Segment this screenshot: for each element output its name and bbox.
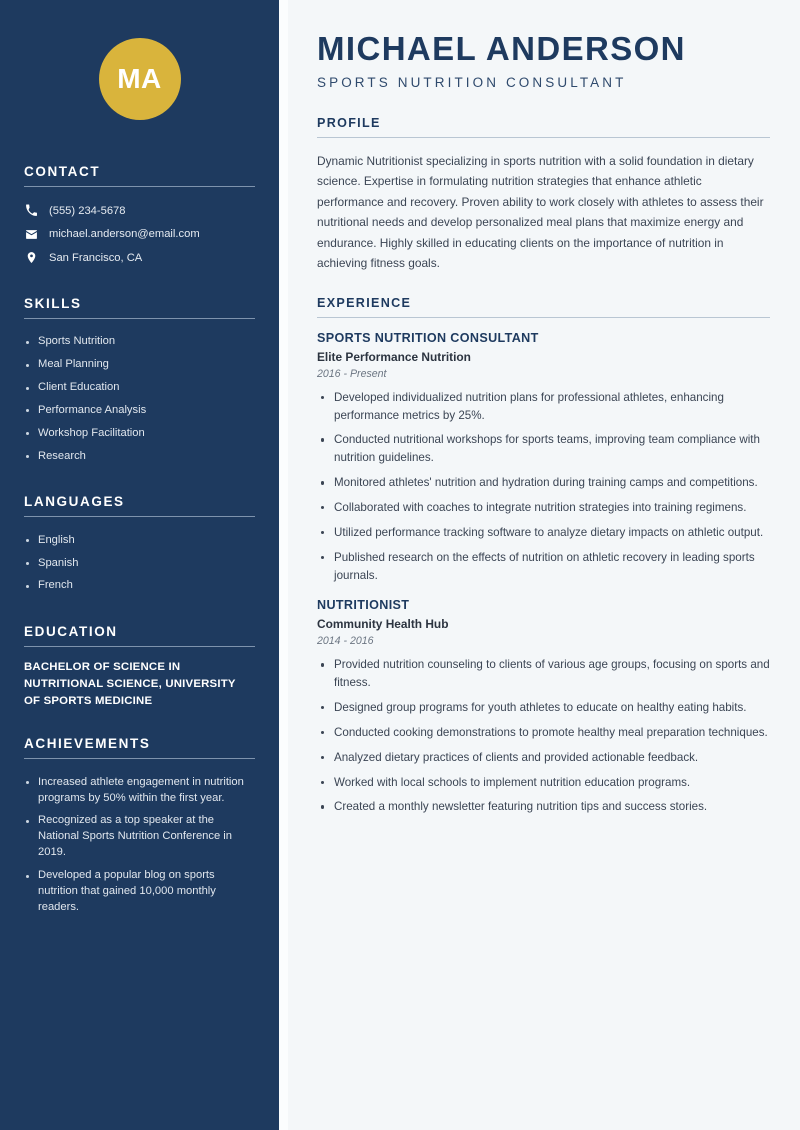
list-item: French xyxy=(24,575,255,598)
list-item: Client Education xyxy=(24,377,255,400)
contact-section xyxy=(24,164,255,270)
profile-divider xyxy=(317,137,770,138)
achievements-heading: ACHIEVEMENTS xyxy=(24,736,151,752)
experience-divider xyxy=(317,317,770,318)
avatar-initials: MA xyxy=(99,38,181,120)
avatar-container xyxy=(24,0,255,164)
experience-heading: EXPERIENCE xyxy=(317,295,412,310)
skills-divider xyxy=(24,318,255,319)
experience-section xyxy=(317,296,770,817)
list-item: English xyxy=(24,529,255,552)
profile-section xyxy=(317,116,770,274)
languages-list xyxy=(24,529,255,598)
achievements-section xyxy=(24,736,255,919)
contact-email[interactable] xyxy=(24,223,255,247)
sidebar-content-gap xyxy=(279,0,288,1130)
contact-divider xyxy=(24,186,255,187)
achievements-divider xyxy=(24,758,255,759)
list-item: Utilized performance tracking software to analyze dietary impacts on athletic output. xyxy=(317,524,770,542)
profile-text: Dynamic Nutritionist specializing in sports nutrition with a solid foundation in dietary science. Expertise in formulating nutrition strategies that enhance athletic performance and recovery. Proven ability to work closely with athletes to assess their nutritional needs and develop personalized meal plans that maximize energy and endurance. Highly skilled in educating clients on the importance of nutrition in achieving fitness goals. xyxy=(317,153,764,271)
list-item: Worked with local schools to implement nutrition education programs. xyxy=(317,774,770,792)
job-company: Community Health Hub xyxy=(317,617,449,632)
location-pin-icon xyxy=(24,251,38,265)
list-item: Sports Nutrition xyxy=(24,331,255,354)
contact-phone[interactable] xyxy=(24,199,255,223)
education-heading: EDUCATION xyxy=(24,623,118,639)
education-section xyxy=(24,624,255,710)
list-item: Designed group programs for youth athletes to educate on healthy eating habits. xyxy=(317,699,770,717)
contact-heading: CONTACT xyxy=(24,164,101,179)
job-dates: 2016 - Present xyxy=(317,367,387,380)
list-item: Spanish xyxy=(24,552,255,575)
main-content xyxy=(288,0,800,1130)
page-title: MICHAEL ANDERSON xyxy=(317,30,686,67)
list-item: Monitored athletes' nutrition and hydration during training camps and competitions. xyxy=(317,474,770,492)
list-item: Increased athlete engagement in nutrition programs by 50% within the first year. xyxy=(24,771,255,810)
contact-email-text: michael.anderson@email.com xyxy=(49,228,200,241)
job-role-subtitle: SPORTS NUTRITION CONSULTANT xyxy=(317,74,627,90)
list-item: Developed a popular blog on sports nutrition that gained 10,000 monthly readers. xyxy=(24,865,255,920)
skills-heading: SKILLS xyxy=(24,295,82,311)
envelope-icon xyxy=(24,227,38,241)
list-item: Meal Planning xyxy=(24,354,255,377)
list-item: Created a monthly newsletter featuring nutrition tips and success stories. xyxy=(317,798,770,816)
languages-divider xyxy=(24,516,255,517)
contact-list xyxy=(24,199,255,270)
list-item: Published research on the effects of nutrition on athletic recovery in leading sports journals. xyxy=(317,549,770,585)
contact-location[interactable] xyxy=(24,246,255,270)
job-dates: 2014 - 2016 xyxy=(317,635,374,648)
list-item: Analyzed dietary practices of clients and provided actionable feedback. xyxy=(317,749,770,767)
contact-location-text: San Francisco, CA xyxy=(49,251,143,264)
job-bullet-list xyxy=(317,389,770,585)
sidebar xyxy=(0,0,279,1130)
list-item: Workshop Facilitation xyxy=(24,422,255,445)
job-bullet-list xyxy=(317,656,770,816)
skills-section xyxy=(24,296,255,468)
languages-heading: LANGUAGES xyxy=(24,494,125,510)
languages-section xyxy=(24,494,255,598)
profile-heading: PROFILE xyxy=(317,115,381,130)
achievements-list xyxy=(24,771,255,919)
contact-phone-text: (555) 234-5678 xyxy=(49,204,126,217)
list-item: Developed individualized nutrition plans for professional athletes, enhancing performance metrics by 25%. xyxy=(317,389,770,425)
phone-icon xyxy=(24,204,38,218)
list-item: Conducted cooking demonstrations to promote healthy meal preparation techniques. xyxy=(317,724,770,742)
list-item: Collaborated with coaches to integrate nutrition strategies into training regimens. xyxy=(317,499,770,517)
job-company: Elite Performance Nutrition xyxy=(317,349,471,364)
experience-entry xyxy=(317,598,770,816)
list-item: Provided nutrition counseling to clients of various age groups, focusing on sports and fitness. xyxy=(317,656,770,692)
experience-entry xyxy=(317,331,770,585)
list-item: Performance Analysis xyxy=(24,399,255,422)
list-item: Research xyxy=(24,445,255,468)
job-title: NUTRITIONIST xyxy=(317,598,410,613)
job-title: SPORTS NUTRITION CONSULTANT xyxy=(317,330,539,345)
list-item: Recognized as a top speaker at the National Sports Nutrition Conference in 2019. xyxy=(24,810,255,865)
education-degree: BACHELOR OF SCIENCE IN NUTRITIONAL SCIENCE, UNIVERSITY OF SPORTS MEDICINE xyxy=(24,660,236,708)
list-item: Conducted nutritional workshops for sports teams, improving team compliance with nutrition guidelines. xyxy=(317,431,770,467)
education-divider xyxy=(24,646,255,647)
skills-list xyxy=(24,331,255,468)
